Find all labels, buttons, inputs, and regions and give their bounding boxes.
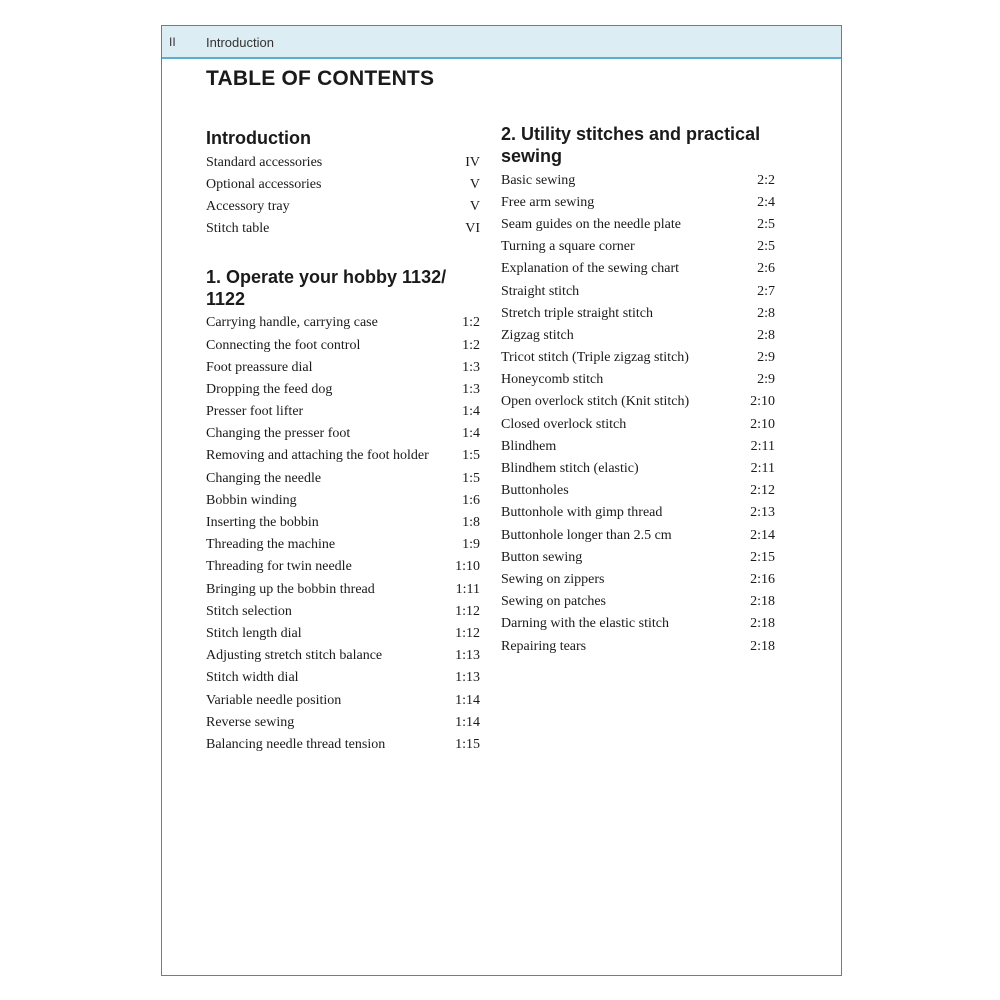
toc-entry-title: Presser foot lifter	[206, 404, 304, 420]
toc-entry[interactable]	[501, 457, 775, 479]
toc-entry-page: 2:5	[757, 239, 775, 255]
toc-left-column	[206, 127, 480, 756]
toc-entry-page: 2:18	[750, 616, 775, 632]
toc-entry-title: Button sewing	[501, 549, 583, 565]
toc-entry-title: Buttonhole longer than 2.5 cm	[501, 527, 672, 543]
toc-entry[interactable]	[501, 347, 775, 369]
toc-entry-list	[206, 151, 480, 240]
toc-entry[interactable]	[206, 511, 480, 533]
toc-entry-title: Buttonholes	[501, 483, 569, 499]
toc-entry-page: V	[469, 198, 480, 214]
toc-entry-title: Blindhem	[501, 438, 557, 454]
toc-entry-page: 2:10	[750, 394, 775, 410]
toc-entry-page: 2:16	[750, 571, 775, 587]
toc-entry-title: Reverse sewing	[206, 714, 295, 730]
toc-entry-title: Connecting the foot control	[206, 337, 361, 353]
toc-entry-title: Inserting the bobbin	[206, 515, 319, 531]
toc-entry[interactable]	[501, 391, 775, 413]
toc-entry-page: 2:18	[750, 638, 775, 654]
toc-entry-title: Blindhem stitch (elastic)	[501, 461, 639, 477]
toc-entry[interactable]	[206, 645, 480, 667]
toc-entry[interactable]	[206, 151, 480, 173]
toc-entry[interactable]	[206, 467, 480, 489]
toc-entry-page: 1:3	[462, 381, 480, 397]
toc-entry-page: 2:6	[757, 261, 775, 277]
toc-entry-page: 2:7	[757, 283, 775, 299]
toc-entry-title: Stitch selection	[206, 603, 292, 619]
toc-entry-title: Explanation of the sewing chart	[501, 261, 680, 277]
toc-entry-title: Honeycomb stitch	[501, 372, 604, 388]
toc-entry[interactable]	[501, 191, 775, 213]
toc-entry[interactable]	[501, 302, 775, 324]
toc-entry[interactable]	[501, 280, 775, 302]
toc-entry[interactable]	[501, 502, 775, 524]
toc-entry[interactable]	[206, 667, 480, 689]
toc-entry[interactable]	[501, 413, 775, 435]
toc-entry-title: Stitch table	[206, 221, 270, 237]
toc-entry-page: 1:11	[455, 581, 480, 597]
toc-entry-list	[501, 169, 775, 657]
toc-entry[interactable]	[206, 356, 480, 378]
toc-entry-page: 2:15	[750, 549, 775, 565]
toc-entry-page: 2:8	[757, 305, 775, 321]
toc-entry[interactable]	[501, 568, 775, 590]
toc-entry-page: 2:18	[750, 594, 775, 610]
toc-entry-page: 1:2	[462, 315, 480, 331]
toc-entry[interactable]	[501, 369, 775, 391]
toc-section-heading: 2. Utility stitches and practical sewing	[501, 124, 761, 166]
toc-entry-page: 2:9	[757, 350, 775, 366]
toc-entry-page: 1:3	[462, 359, 480, 375]
manual-page	[161, 25, 842, 976]
page-title: TABLE OF CONTENTS	[206, 67, 435, 90]
toc-entry-title: Adjusting stretch stitch balance	[206, 648, 383, 664]
toc-entry-title: Carrying handle, carrying case	[206, 315, 378, 331]
toc-entry-title: Changing the presser foot	[206, 426, 351, 442]
section-gap	[206, 240, 480, 266]
toc-section-heading: 1. Operate your hobby 1132/ 1122	[206, 266, 447, 309]
toc-entry[interactable]	[206, 600, 480, 622]
page-number: II	[169, 35, 176, 49]
toc-section	[206, 127, 480, 240]
toc-right-column	[501, 123, 775, 657]
toc-entry-title: Darning with the elastic stitch	[501, 616, 669, 632]
toc-entry-page: 1:6	[462, 492, 480, 508]
toc-entry[interactable]	[206, 378, 480, 400]
toc-entry[interactable]	[501, 435, 775, 457]
toc-entry-title: Removing and attaching the foot holder	[206, 448, 429, 464]
toc-entry[interactable]	[501, 635, 775, 657]
toc-section	[501, 123, 775, 657]
toc-entry-page: 1:4	[462, 404, 480, 420]
toc-entry-page: 1:8	[462, 515, 480, 531]
toc-entry-page: 1:9	[462, 537, 480, 553]
toc-entry[interactable]	[501, 324, 775, 346]
toc-entry-title: Stretch triple straight stitch	[501, 305, 654, 321]
toc-entry-title: Straight stitch	[501, 283, 580, 299]
toc-entry[interactable]	[501, 546, 775, 568]
toc-entry[interactable]	[206, 578, 480, 600]
toc-entry-page: 2:5	[757, 216, 775, 232]
page-header	[162, 26, 841, 59]
toc-entry-page: 1:14	[455, 692, 480, 708]
toc-entry[interactable]	[501, 524, 775, 546]
toc-entry-title: Accessory tray	[206, 198, 290, 214]
toc-entry-page: 2:11	[750, 461, 775, 477]
toc-entry-page: 1:12	[455, 603, 480, 619]
toc-entry[interactable]	[206, 401, 480, 423]
toc-entry-title: Stitch length dial	[206, 625, 302, 641]
toc-entry-page: 1:15	[455, 736, 480, 752]
toc-entry[interactable]	[206, 334, 480, 356]
toc-entry-page: 2:4	[757, 194, 775, 210]
toc-entry-title: Threading the machine	[206, 537, 336, 553]
toc-entry-title: Sewing on zippers	[501, 571, 605, 587]
toc-entry[interactable]	[206, 733, 480, 755]
toc-entry-title: Threading for twin needle	[206, 559, 352, 575]
toc-entry-title: Tricot stitch (Triple zigzag stitch)	[501, 350, 689, 366]
toc-entry-title: Basic sewing	[501, 172, 576, 188]
toc-entry-title: Foot preassure dial	[206, 359, 313, 375]
toc-entry-title: Optional accessories	[206, 176, 322, 192]
toc-entry-title: Stitch width dial	[206, 670, 299, 686]
toc-entry-page: 2:10	[750, 416, 775, 432]
toc-entry-page: 1:5	[462, 470, 480, 486]
toc-entry-page: 1:13	[455, 670, 480, 686]
toc-entry-page: 2:13	[750, 505, 775, 521]
toc-entry[interactable]	[206, 445, 480, 467]
toc-entry[interactable]	[206, 489, 480, 511]
toc-entry[interactable]	[206, 622, 480, 644]
toc-entry-title: Seam guides on the needle plate	[501, 216, 681, 232]
toc-entry[interactable]	[501, 236, 775, 258]
toc-entry[interactable]	[206, 711, 480, 733]
toc-entry-page: 1:14	[455, 714, 480, 730]
toc-entry[interactable]	[501, 591, 775, 613]
toc-entry-title: Free arm sewing	[501, 194, 595, 210]
toc-section-heading: Introduction	[206, 128, 311, 148]
toc-entry-page: 2:2	[757, 172, 775, 188]
toc-entry-page: 2:8	[757, 327, 775, 343]
toc-entry[interactable]	[206, 689, 480, 711]
toc-entry-title: Sewing on patches	[501, 594, 606, 610]
toc-entry[interactable]	[501, 169, 775, 191]
toc-entry[interactable]	[206, 173, 480, 195]
toc-entry-title: Dropping the feed dog	[206, 381, 333, 397]
toc-entry-title: Zigzag stitch	[501, 327, 574, 343]
toc-entry-page: 2:14	[750, 527, 775, 543]
toc-entry-title: Changing the needle	[206, 470, 322, 486]
toc-entry[interactable]	[206, 534, 480, 556]
toc-entry-title: Bobbin winding	[206, 492, 297, 508]
toc-entry-title: Variable needle position	[206, 692, 342, 708]
toc-entry-page: 1:10	[455, 559, 480, 575]
toc-entry-title: Buttonhole with gimp thread	[501, 505, 663, 521]
toc-entry[interactable]	[206, 218, 480, 240]
toc-entry[interactable]	[501, 258, 775, 280]
toc-entry[interactable]	[206, 556, 480, 578]
toc-entry[interactable]	[501, 613, 775, 635]
toc-entry-page: IV	[465, 154, 480, 170]
toc-entry-title: Closed overlock stitch	[501, 416, 627, 432]
toc-entry-page: 1:4	[462, 426, 480, 442]
toc-entry-page: 1:2	[462, 337, 480, 353]
toc-entry-title: Turning a square corner	[501, 239, 635, 255]
toc-entry[interactable]	[206, 195, 480, 217]
toc-section	[206, 266, 480, 756]
toc-entry-page: VI	[465, 221, 480, 237]
toc-entry-page: 1:5	[462, 448, 480, 464]
header-section-name: Introduction	[206, 35, 274, 50]
toc-entry-page: 2:9	[757, 372, 775, 388]
toc-entry-title: Balancing needle thread tension	[206, 736, 386, 752]
toc-entry[interactable]	[206, 312, 480, 334]
toc-entry-list	[206, 312, 480, 756]
toc-entry-page: V	[469, 176, 480, 192]
toc-entry[interactable]	[206, 423, 480, 445]
toc-entry-page: 1:13	[455, 648, 480, 664]
toc-entry-title: Open overlock stitch (Knit stitch)	[501, 394, 690, 410]
toc-entry-title: Repairing tears	[501, 638, 587, 654]
toc-entry-page: 2:12	[750, 483, 775, 499]
toc-entry[interactable]	[501, 480, 775, 502]
toc-entry-page: 2:11	[750, 438, 775, 454]
toc-entry-title: Standard accessories	[206, 154, 323, 170]
toc-entry[interactable]	[501, 213, 775, 235]
toc-entry-title: Bringing up the bobbin thread	[206, 581, 375, 597]
toc-entry-page: 1:12	[455, 625, 480, 641]
